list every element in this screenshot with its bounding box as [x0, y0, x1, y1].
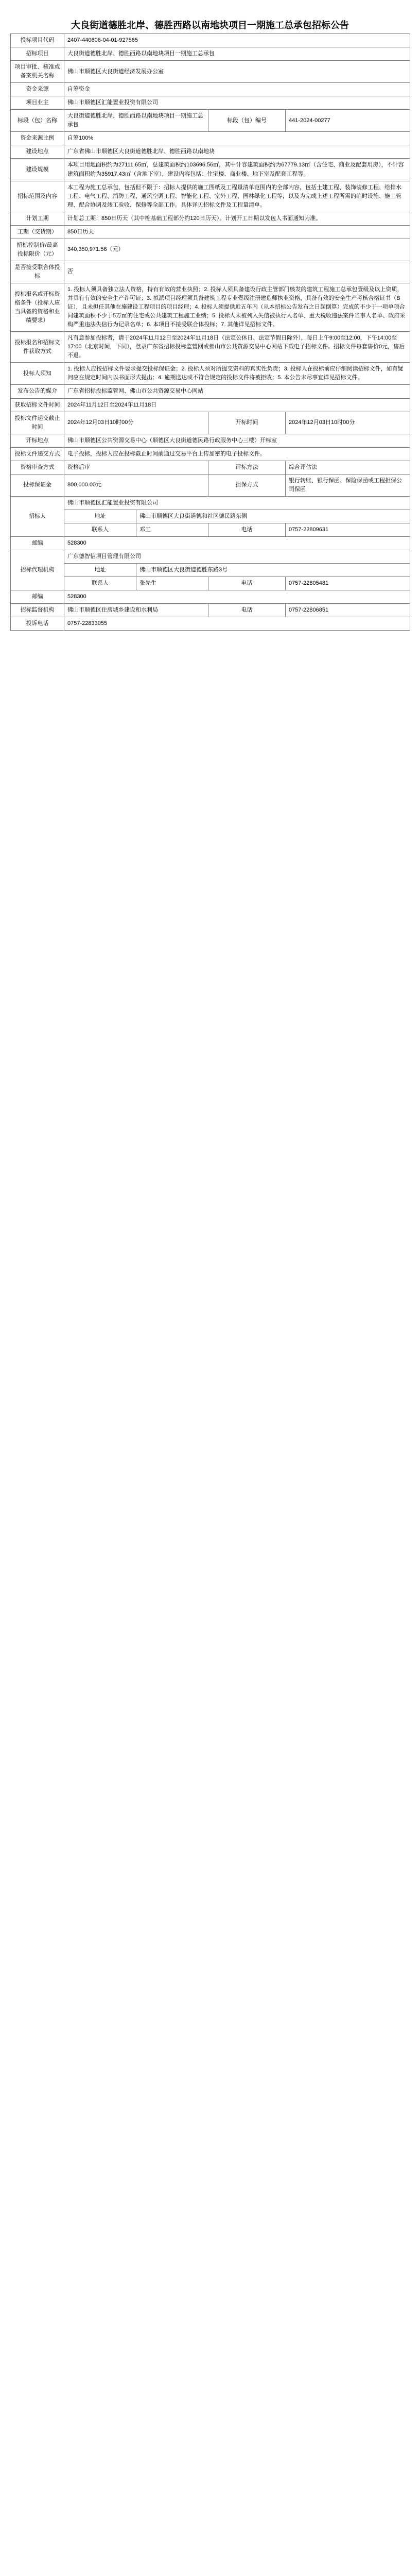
fund-ratio-label: 资金来源比例	[11, 132, 64, 145]
row-project-name	[11, 47, 410, 61]
row-owner	[11, 96, 410, 110]
row-tender-name	[11, 110, 410, 132]
scale-label: 建设规模	[11, 159, 64, 181]
review-value: 资格后审	[64, 461, 208, 474]
supervise-tel-value: 0757-22806851	[286, 604, 410, 617]
row-approval	[11, 61, 410, 83]
method-label: 投标报名和招标文件获取方式	[11, 332, 64, 363]
agent-person-label: 联系人	[64, 577, 136, 590]
project-code-value: 2407-440606-04-01-927565	[64, 34, 410, 47]
agent-contact-title: 招标代理机构	[11, 550, 64, 590]
row-agent-tel	[11, 577, 410, 590]
agent-addr-label: 地址	[64, 564, 136, 577]
deposit-value: 银行转账、银行保函、保险保函或工程担保公司保函	[286, 474, 410, 496]
owner-person-value: 邓工	[136, 523, 208, 536]
owner-label: 项目业主	[11, 96, 64, 110]
complain-tel: 0757-22833055	[64, 617, 410, 631]
row-doc-time	[11, 398, 410, 412]
agent-contact-name: 广东德智信项目管理有限公司	[64, 550, 410, 564]
row-project-code	[11, 34, 410, 47]
agent-tel-label: 电话	[208, 577, 286, 590]
row-complain	[11, 617, 410, 631]
row-other	[11, 363, 410, 385]
row-agent-zip	[11, 590, 410, 604]
plan-label: 计划工期	[11, 212, 64, 225]
owner-contact-title: 招标人	[11, 496, 64, 536]
owner-contact-name: 佛山市顺德区汇能置业投资有限公司	[64, 496, 410, 510]
tender-code-value: 441-2024-00277	[286, 110, 410, 132]
row-duration	[11, 225, 410, 239]
bid-deadline-value: 2024年12月03日10时00分	[64, 412, 208, 434]
row-owner-tel	[11, 523, 410, 536]
supervise-tel-label: 电话	[208, 604, 286, 617]
scope-value: 本工程为施工总承包，包括但不限于：招标人提供的施工图纸及工程量清单范围内的全部内容，包括土建工程、装饰装修工程、给排水工程、电气工程、消防工程、通风空调工程、智能化工程、室外工程、园林绿化工程等，以及为完成上述工程所需的临时设施、施工管理、配合协调及竣工验收、保修等全部工作。具体详见招标文件及工程量清单。	[64, 181, 410, 212]
row-scale	[11, 159, 410, 181]
row-fund-ratio	[11, 132, 410, 145]
owner-tel-label: 电话	[208, 523, 286, 536]
row-owner-zip	[11, 537, 410, 550]
row-supervise	[11, 604, 410, 617]
location-label: 建设地点	[11, 145, 64, 159]
owner-addr-value: 佛山市顺德区大良街道德和社区德民路东侧	[136, 510, 410, 523]
agent-tel-value: 0757-22805481	[286, 577, 410, 590]
owner-addr-label: 地址	[64, 510, 136, 523]
row-price	[11, 239, 410, 261]
row-owner-addr	[11, 510, 410, 523]
scale-value: 本项目用地面积约为27111.65㎡，总建筑面积约103696.56㎡，其中计容建筑面积约为67779.13㎡（含住宅、商业及配套用房），不计容建筑面积约为35917.43㎡（含地下室），建设内容包括：住宅楼、商业楼、地下室及配套工程等。	[64, 159, 410, 181]
plan-value: 计划总工期：850日历天（其中桩基础工程部分约120日历天）。计划开工日期以发包人书面通知为准。	[64, 212, 410, 225]
tender-name-value: 大良街道德胜北岸、德胜西路以南地块项目一期施工总承包	[64, 110, 208, 132]
owner-zip-value: 528300	[64, 537, 410, 550]
price-label: 招标控制价/最高投标限价（元）	[11, 239, 64, 261]
open-place-label: 开标地点	[11, 434, 64, 447]
funding-value: 自筹资金	[64, 83, 410, 96]
qualification-label: 投标报名或开标资格条件（投标人应当具备的资格和业绩要求）	[11, 283, 64, 331]
tender-name-label: 标段（包）名称	[11, 110, 64, 132]
approval-label: 项目审批、核准或备案机关名称	[11, 61, 64, 83]
duration-label: 工期（交货期）	[11, 225, 64, 239]
agent-person-value: 张先生	[136, 577, 208, 590]
agent-zip-value: 528300	[64, 590, 410, 604]
open-place-value: 佛山市顺德区公共资源交易中心（顺德区大良街道德民路行政服务中心三楼）开标室	[64, 434, 410, 447]
other-value: 1. 投标人应按招标文件要求提交投标保证金；2. 投标人须对所提交资料的真实性负责；3. 投标人在投标前应仔细阅读招标文件，如有疑问应在规定时间内以书面形式提出；4. 逾期送达或不符合规定的投标文件将被拒收；5. 本公告未尽事宜详见招标文件。	[64, 363, 410, 385]
row-bid-deadline	[11, 412, 410, 434]
joint-label: 是否接受联合体投标	[11, 261, 64, 283]
page-title: 大良街道德胜北岸、德胜西路以南地块项目一期施工总承包招标公告	[71, 20, 349, 30]
row-scope	[11, 181, 410, 212]
supervise-name: 佛山市顺德区住房城乡建设和水利局	[64, 604, 208, 617]
duration-value: 850日历天	[64, 225, 410, 239]
bond-value: 800,000.00元	[64, 474, 208, 496]
row-joint	[11, 261, 410, 283]
row-owner-contact	[11, 496, 410, 510]
price-value: 340,350,971.56（元）	[64, 239, 410, 261]
row-location	[11, 145, 410, 159]
agent-addr-value: 佛山市顺德区大良街道德胜东路3号	[136, 564, 410, 577]
announcement-page	[10, 0, 410, 631]
tender-code-label: 标段（包）编号	[208, 110, 286, 132]
row-open-place	[11, 434, 410, 447]
project-name-value: 大良街道德胜北岸、德胜西路以南地块项目一期施工总承包	[64, 47, 410, 61]
qualification-value: 1. 投标人须具备独立法人资格，持有有效的营业执照；2. 投标人须具备建设行政主管部门核发的建筑工程施工总承包壹级及以上资质，并具有有效的安全生产许可证；3. 拟派项目经理须具备建筑工程专业壹级注册建造师执业资格，具备有效的安全生产考核合格证书（B证），且未担任其他在施建设工程项目的项目经理；4. 投标人须提供近五年内（从本招标公告发布之日起倒算）完成的不少于一项单项合同建筑面积不少于5万㎡的住宅或公共建筑工程施工业绩；5. 投标人未被列入失信被执行人名单、重大税收违法案件当事人名单、政府采购严重违法失信行为记录名单；6. 本项目不接受联合体投标；7. 其他详见招标文件。	[64, 283, 410, 331]
complain-label: 投诉电话	[11, 617, 64, 631]
owner-zip-label: 邮编	[11, 537, 64, 550]
eval-label: 评标方法	[208, 461, 286, 474]
row-funding	[11, 83, 410, 96]
location-value: 广东省佛山市顺德区大良街道德胜北岸、德胜西路以南地块	[64, 145, 410, 159]
row-review	[11, 461, 410, 474]
row-publish	[11, 385, 410, 398]
bid-deadline-label: 投标文件递交截止时间	[11, 412, 64, 434]
bid-way-label: 投标文件递交方式	[11, 447, 64, 461]
project-code-label: 投标项目代码	[11, 34, 64, 47]
publish-label: 发布公告的媒介	[11, 385, 64, 398]
row-method	[11, 332, 410, 363]
bid-way-value: 电子投标，投标人应在投标截止时间前通过交易平台上传加密的电子投标文件。	[64, 447, 410, 461]
joint-value: 否	[64, 261, 410, 283]
row-plan	[11, 212, 410, 225]
publish-value: 广东省招标投标监管网、佛山市公共资源交易中心网站	[64, 385, 410, 398]
scope-label: 招标范围及内容	[11, 181, 64, 212]
method-value: 凡有意参加投标者，请于2024年11月12日至2024年11月18日（法定公休日、法定节假日除外），每日上午9:00至12:00，下午14:00至17:00（北京时间，下同），登录广东省招标投标监管网或佛山市公共资源交易中心网站下载电子招标文件。招标文件每套售价0元，售后不退。	[64, 332, 410, 363]
announcement-table	[10, 33, 410, 631]
open-time-label: 开标时间	[208, 412, 286, 434]
project-name-label: 招标项目	[11, 47, 64, 61]
owner-value: 佛山市顺德区汇能置业投资有限公司	[64, 96, 410, 110]
fund-ratio-value: 自筹100%	[64, 132, 410, 145]
deposit-label: 担保方式	[208, 474, 286, 496]
agent-zip-label: 邮编	[11, 590, 64, 604]
row-agent-contact	[11, 550, 410, 564]
doc-time-label: 获取招标文件时间	[11, 398, 64, 412]
owner-tel-value: 0757-22809631	[286, 523, 410, 536]
row-bid-way	[11, 447, 410, 461]
review-label: 资格审查方式	[11, 461, 64, 474]
eval-value: 综合评估法	[286, 461, 410, 474]
funding-label: 资金来源	[11, 83, 64, 96]
other-label: 投标人须知	[11, 363, 64, 385]
open-time-value: 2024年12月03日10时00分	[286, 412, 410, 434]
doc-time-value: 2024年11月12日至2024年11月18日	[64, 398, 410, 412]
supervise-title: 招标监督机构	[11, 604, 64, 617]
owner-person-label: 联系人	[64, 523, 136, 536]
row-qualification	[11, 283, 410, 331]
approval-value: 佛山市顺德区大良街道经济发展办公室	[64, 61, 410, 83]
row-bond	[11, 474, 410, 496]
bond-label: 投标保证金	[11, 474, 64, 496]
row-agent-addr	[11, 564, 410, 577]
